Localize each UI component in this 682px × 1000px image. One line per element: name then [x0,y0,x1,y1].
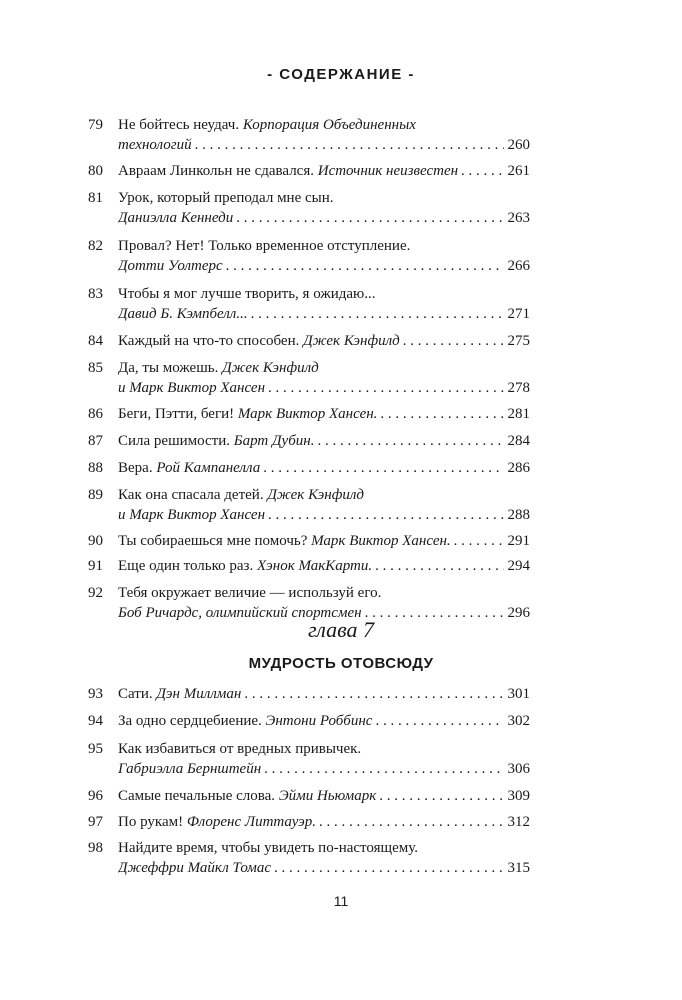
entry-title: Сила решимости. [118,433,231,449]
entry-page: 281 [507,406,530,422]
toc-list-section-a [88,115,530,623]
entry-number: 90 [88,533,103,549]
toc-entry [88,161,530,181]
entry-page: 306 [507,761,530,777]
entry-author: Дэн Миллман [156,686,242,702]
entry-title: Тебя окружает величие — используй его. [118,585,382,601]
entry-author-continued: технологий [118,137,192,153]
entry-author: Барт Дубин. [233,433,315,449]
entry-author-continued: и Марк Виктор Хансен [118,507,266,523]
toc-entry [88,284,530,324]
entry-number: 89 [88,487,103,503]
leader-dots [265,378,503,398]
leader-dots [316,812,503,832]
entry-number: 94 [88,713,103,729]
entry-number: 85 [88,360,103,376]
entry-number: 83 [88,286,103,302]
entry-page: 294 [507,558,530,574]
leader-dots [451,531,504,551]
leader-dots [260,458,503,478]
toc-entry [88,331,530,351]
toc-entry [88,838,530,878]
entry-title: Сати. [118,686,153,702]
entry-author: Даниэлла Кеннеди [118,210,234,226]
entry-page: 284 [507,433,530,449]
chapter-title: МУДРОСТЬ ОТОВСЮДУ [248,655,434,672]
entry-page: 301 [507,686,530,702]
entry-title: Авраам Линкольн не сдавался. [118,163,314,179]
entry-title: По рукам! [118,814,184,830]
leader-dots [271,858,504,878]
entry-author: Источник неизвестен [317,163,459,179]
leader-dots [377,404,503,424]
toc-entry [88,115,530,155]
entry-page: 271 [507,306,530,322]
entry-number: 84 [88,333,103,349]
entry-author: Боб Ричардс, олимпийский спортсмен [118,605,362,621]
entry-author-continued: и Марк Виктор Хансен [118,380,266,396]
toc-entry [88,684,530,704]
toc-entry [88,812,530,832]
entry-title: Не бойтесь неудач. [118,117,240,133]
entry-number: 95 [88,741,103,757]
leader-dots [248,304,504,324]
entry-author: Флоренс Литтауэр. [186,814,317,830]
entry-number: 80 [88,163,103,179]
leader-dots [458,161,503,181]
entry-title: Как избавиться от вредных привычек. [118,741,362,757]
toc-list-section-b [88,684,530,878]
entry-author: Джек Кэнфилд [267,487,364,503]
entry-number: 82 [88,238,103,254]
entry-number: 97 [88,814,103,830]
entry-title: Каждый на что-то способен. [118,333,300,349]
entry-title: Еще один только раз. [118,558,254,574]
chapter-label: глава 7 [307,617,375,642]
toc-entry [88,786,530,806]
entry-page: 296 [507,605,530,621]
entry-number: 98 [88,840,103,856]
toc-entry [88,531,530,551]
entry-page: 315 [507,860,530,876]
entry-title: Чтобы я мог лучше творить, я ожидаю... [118,286,376,302]
entry-author: Марк Виктор Хансен. [311,533,451,549]
entry-number: 79 [88,117,103,133]
entry-page: 266 [507,258,530,274]
toc-entry [88,485,530,525]
toc-entry [88,711,530,731]
entry-number: 81 [88,190,103,206]
entry-title: Урок, который преподал мне сын. [118,190,334,206]
entry-author: Эйми Ньюмарк [278,788,377,804]
entry-page: 312 [507,814,530,830]
toc-entry [88,458,530,478]
leader-dots [372,711,503,731]
entry-author: Корпорация Объединенных [242,117,416,133]
entry-title: Найдите время, чтобы увидеть по-настоящему. [118,840,418,856]
leader-dots [233,208,503,228]
entry-author: Марк Виктор Хансен. [237,406,378,422]
entry-page: 261 [507,163,530,179]
leader-dots [400,331,504,351]
entry-title: Как она спасала детей. [118,487,264,503]
entry-title: Да, ты можешь. [118,360,219,376]
entry-page: 302 [507,713,530,729]
toc-entry [88,404,530,424]
entry-number: 96 [88,788,103,804]
toc-entry [88,556,530,576]
leader-dots [372,556,503,576]
entry-author: Дотти Уолтерс [118,258,223,274]
entry-author: Рой Кампанелла [156,460,261,476]
entry-page: 286 [507,460,530,476]
toc-entry [88,188,530,228]
entry-page: 291 [507,533,530,549]
page-number: 11 [333,893,349,909]
entry-page: 275 [507,333,530,349]
toc-entry [88,431,530,451]
leader-dots [192,135,504,155]
toc-entry [88,236,530,276]
entry-title: Ты собираешься мне помочь? [118,533,308,549]
leader-dots [376,786,503,806]
entry-title: Беги, Пэтти, беги! [118,406,235,422]
entry-author: Джек Кэнфилд [303,333,400,349]
leader-dots [261,759,503,779]
entry-author: Габриэлла Бернштейн [118,761,262,777]
leader-dots [265,505,503,525]
entry-number: 92 [88,585,103,601]
entry-page: 309 [507,788,530,804]
entry-author: Хэнок МакКарти. [256,558,373,574]
entry-page: 288 [507,507,530,523]
entry-title: Провал? Нет! Только временное отступление. [118,238,411,254]
entry-page: 278 [507,380,530,396]
entry-author: Давид Б. Кэмпбелл... [118,306,248,322]
leader-dots [223,256,504,276]
entry-title: За одно сердцебиение. [118,713,262,729]
leader-dots [314,431,503,451]
entry-number: 87 [88,433,103,449]
leader-dots [241,684,503,704]
entry-number: 91 [88,558,103,574]
toc-entry [88,358,530,398]
entry-author: Джек Кэнфилд [222,360,319,376]
toc-entry [88,739,530,779]
entry-number: 88 [88,460,103,476]
entry-page: 263 [507,210,530,226]
entry-title: Вера. [118,460,153,476]
entry-author: Джеффри Майкл Томас [118,860,271,876]
entry-page: 260 [507,137,530,153]
entry-number: 93 [88,686,103,702]
page-title: - СОДЕРЖАНИЕ - [267,66,415,83]
entry-title: Самые печальные слова. [118,788,276,804]
entry-number: 86 [88,406,103,422]
entry-author: Энтони Роббинс [265,713,373,729]
